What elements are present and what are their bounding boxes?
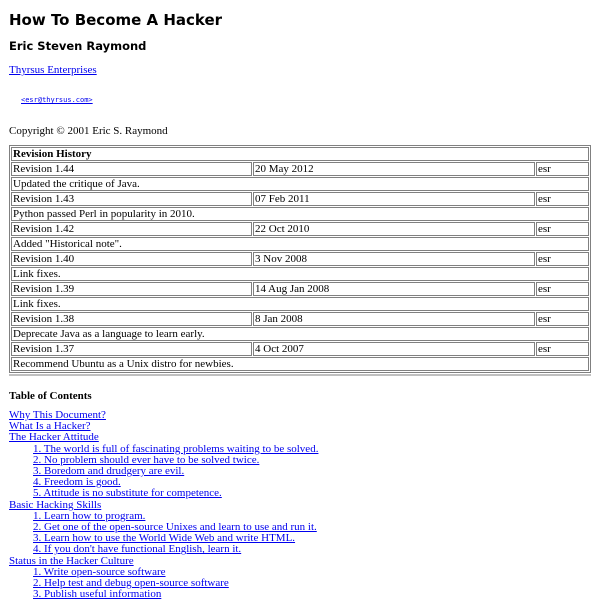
toc-subsection-link[interactable]: 2. Get one of the open-source Unixes and learn to use and run it. <box>33 521 317 534</box>
revision-history-header-row <box>11 147 589 161</box>
revision-date: 22 Oct 2010 <box>253 222 535 236</box>
revision-date: 20 May 2012 <box>253 162 535 176</box>
revision-number: Revision 1.42 <box>11 222 252 236</box>
toc-section-link[interactable]: Why This Document? <box>9 409 106 421</box>
toc-subsection <box>9 589 591 600</box>
revision-note-row <box>11 267 589 281</box>
revision-note: Deprecate Java as a language to learn early. <box>11 327 589 341</box>
table-of-contents <box>9 410 591 600</box>
toc-subsection-link[interactable]: 3. Publish useful information <box>33 588 162 600</box>
organization <box>9 63 591 77</box>
toc-subsection-link[interactable]: 4. If you don't have functional English, learn it. <box>33 543 242 556</box>
revision-row <box>11 192 589 206</box>
email-address <box>21 95 591 105</box>
toc-subsection <box>9 544 591 555</box>
toc-subsection-link[interactable]: 1. Write open-source software <box>33 565 166 578</box>
revision-date: 3 Nov 2008 <box>253 252 535 266</box>
toc-subsection-link[interactable]: 2. No problem should ever have to be solved twice. <box>33 453 260 466</box>
revision-author: esr <box>536 162 589 176</box>
revision-row <box>11 282 589 296</box>
revision-note-row <box>11 297 589 311</box>
toc-subsection-link[interactable]: 4. Freedom is good. <box>33 476 121 489</box>
revision-history-table <box>9 145 591 373</box>
revision-note: Link fixes. <box>11 267 589 281</box>
revision-note: Link fixes. <box>11 297 589 311</box>
toc-subsection-link[interactable]: 2. Help test and debug open-source software <box>33 577 229 590</box>
page-title: How To Become A Hacker <box>9 11 223 29</box>
email-link[interactable]: <esr@thyrsus.com> <box>21 96 93 104</box>
toc-subsection-link[interactable]: 5. Attitude is no substitute for competence. <box>33 487 222 500</box>
organization-link[interactable]: Thyrsus Enterprises <box>9 64 97 76</box>
toc-subsection <box>9 488 591 499</box>
revision-author: esr <box>536 312 589 326</box>
revision-note: Updated the critique of Java. <box>11 177 589 191</box>
revision-number: Revision 1.37 <box>11 342 252 356</box>
document-page <box>9 0 591 600</box>
toc-subsection-link[interactable]: 3. Learn how to use the World Wide Web and write HTML. <box>33 532 296 545</box>
revision-row <box>11 312 589 326</box>
revision-date: 4 Oct 2007 <box>253 342 535 356</box>
author-name: Eric Steven Raymond <box>9 39 147 53</box>
revision-author: esr <box>536 222 589 236</box>
revision-note: Recommend Ubuntu as a Unix distro for newbies. <box>11 357 589 371</box>
toc-section-link[interactable]: What Is a Hacker? <box>9 420 91 433</box>
revision-row <box>11 162 589 176</box>
revision-number: Revision 1.44 <box>11 162 252 176</box>
revision-author: esr <box>536 342 589 356</box>
revision-note-row <box>11 177 589 191</box>
revision-note: Python passed Perl in popularity in 2010. <box>11 207 589 221</box>
toc-title: Table of Contents <box>9 390 92 402</box>
revision-number: Revision 1.39 <box>11 282 252 296</box>
revision-author: esr <box>536 252 589 266</box>
revision-note-row <box>11 357 589 371</box>
revision-date: 8 Jan 2008 <box>253 312 535 326</box>
revision-number: Revision 1.43 <box>11 192 252 206</box>
revision-author: esr <box>536 192 589 206</box>
toc-section-link[interactable]: Status in the Hacker Culture <box>9 554 134 567</box>
revision-note-row <box>11 237 589 251</box>
revision-note-row <box>11 327 589 341</box>
revision-row <box>11 252 589 266</box>
revision-note-row <box>11 207 589 221</box>
toc-section-link[interactable]: The Hacker Attitude <box>9 431 99 444</box>
revision-date: 14 Aug Jan 2008 <box>253 282 535 296</box>
revision-row <box>11 342 589 356</box>
toc-subsection-link[interactable]: 1. Learn how to program. <box>33 509 146 522</box>
revision-number: Revision 1.40 <box>11 252 252 266</box>
revision-date: 07 Feb 2011 <box>253 192 535 206</box>
toc-subsection-link[interactable]: 1. The world is full of fascinating problems waiting to be solved. <box>33 442 319 455</box>
revision-number: Revision 1.38 <box>11 312 252 326</box>
revision-history-header: Revision History <box>11 147 589 161</box>
toc-subsection-link[interactable]: 3. Boredom and drudgery are evil. <box>33 465 185 478</box>
revision-note: Added "Historical note". <box>11 237 589 251</box>
copyright-notice: Copyright © 2001 Eric S. Raymond <box>9 125 168 137</box>
revision-row <box>11 222 589 236</box>
divider <box>9 374 591 376</box>
toc-section-link[interactable]: Basic Hacking Skills <box>9 498 102 511</box>
revision-author: esr <box>536 282 589 296</box>
